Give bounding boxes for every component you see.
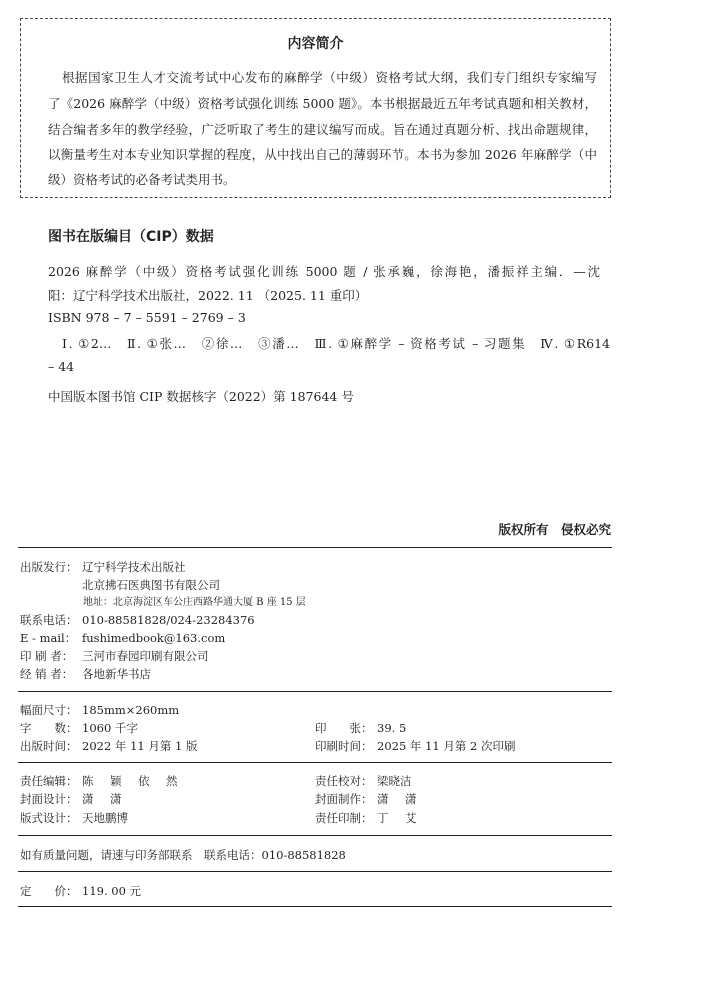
- cover-production-label: 封面制作：: [315, 792, 373, 806]
- divider: [18, 871, 612, 872]
- printer-label: 印 刷 者：: [20, 649, 74, 663]
- summary-title: 内容简介: [287, 36, 344, 52]
- quality-notice: 如有质量问题，请速与印务部联系 联系电话：010-88581828: [20, 848, 346, 862]
- format-label: 幅面尺寸：: [20, 703, 78, 717]
- cip-isbn: ISBN 978 – 7 – 5591 – 2769 – 3: [48, 310, 246, 325]
- proofreader-row: [315, 773, 412, 789]
- publisher-row: [20, 559, 186, 575]
- editor-name: 陈 颖 依 然: [82, 774, 180, 788]
- pub-date-row: [20, 738, 198, 754]
- cip-line: – 44: [48, 359, 75, 374]
- cip-line: 阳：辽宁科学技术出版社，2022. 11 （2025. 11 重印）: [48, 288, 368, 303]
- print-manager-label: 责任印制：: [315, 811, 373, 825]
- print-manager-name: 丁 艾: [377, 811, 419, 825]
- editor-row: [20, 773, 180, 789]
- print-date-row: [315, 738, 516, 754]
- printer-row: [20, 648, 209, 664]
- proofreader-label: 责任校对：: [315, 774, 373, 788]
- summary-line: 根据国家卫生人才交流考试中心发布的麻醉学（中级）资格考试大纲，我们专门组织专家编写: [62, 70, 597, 85]
- cover-design-name: 潇 潇: [82, 792, 124, 806]
- publisher-name: 辽宁科学技术出版社: [82, 560, 186, 574]
- price-row: [20, 883, 141, 899]
- sheets-label: 印 张：: [315, 721, 373, 735]
- seller-row: [20, 666, 151, 682]
- editor-label: 责任编辑：: [20, 774, 78, 788]
- divider: [18, 906, 612, 907]
- divider: [18, 691, 612, 692]
- word-count-row: [20, 720, 138, 736]
- phone-value: 010-88581828/024-23284376: [82, 613, 255, 627]
- cover-design-row: [20, 791, 124, 807]
- price-label: 定 价：: [20, 884, 78, 898]
- email-value: fushimedbook@163.com: [82, 631, 226, 645]
- email-row: [20, 630, 225, 646]
- summary-line: 级）资格考试的必备考试类用书。: [48, 172, 236, 187]
- cip-line: 2026 麻醉学（中级）资格考试强化训练 5000 题 / 张承巍，徐海艳，潘振祥主编．—沈: [48, 264, 600, 279]
- print-date-label: 印刷时间：: [315, 739, 373, 753]
- word-count-value: 1060 千字: [82, 721, 138, 735]
- publisher-label: 出版发行：: [20, 560, 78, 574]
- format-row: [20, 702, 179, 718]
- co-publisher-name: 北京拂石医典图书有限公司: [82, 578, 220, 592]
- divider: [18, 762, 612, 763]
- price-value: 119. 00 元: [82, 884, 142, 898]
- seller-name: 各地新华书店: [82, 667, 151, 681]
- print-date-value: 2025 年 11 月第 2 次印刷: [377, 739, 516, 753]
- page-design-label: 版式设计：: [20, 811, 78, 825]
- cip-line: Ⅰ. ①2… Ⅱ. ①张… ②徐… ③潘… Ⅲ. ①麻醉学 – 资格考试 – 习题集 Ⅳ. ①R614: [62, 336, 610, 351]
- cover-production-name: 潇 潇: [377, 792, 419, 806]
- co-publisher-address: 地址：北京海淀区车公庄西路华通大厦 B 座 15 层: [83, 597, 306, 608]
- cover-production-row: [315, 791, 419, 807]
- phone-label: 联系电话：: [20, 613, 78, 627]
- summary-line: 结合编者多年的教学经验，广泛听取了考生的建议编写而成。旨在通过真题分析、找出命题规律，: [48, 122, 597, 137]
- email-label: E - mail：: [20, 631, 77, 645]
- divider: [18, 835, 612, 836]
- word-count-label: 字 数：: [20, 721, 78, 735]
- summary-line: 以衡量考生对本专业知识掌握的程度，从中找出自己的薄弱环节。本书为参加 2026 年麻醉学（中: [48, 147, 597, 162]
- format-value: 185mm×260mm: [82, 703, 180, 717]
- printer-name: 三河市春园印刷有限公司: [82, 649, 209, 663]
- pub-date-label: 出版时间：: [20, 739, 78, 753]
- copyright-notice: 版权所有 侵权必究: [498, 522, 611, 537]
- divider: [18, 547, 612, 548]
- cip-heading: 图书在版编目（CIP）数据: [48, 229, 214, 245]
- sheets-value: 39. 5: [377, 721, 407, 735]
- sheets-row: [315, 720, 406, 736]
- pub-date-value: 2022 年 11 月第 1 版: [82, 739, 198, 753]
- page-design-row: [20, 810, 128, 826]
- cip-check-number: 中国版本图书馆 CIP 数据核字（2022）第 187644 号: [48, 389, 354, 404]
- proofreader-name: 梁晓洁: [377, 774, 412, 788]
- summary-line: 了《2026 麻醉学（中级）资格考试强化训练 5000 题》。本书根据最近五年考试真题和相关教材，: [48, 96, 597, 111]
- phone-row: [20, 612, 255, 628]
- print-manager-row: [315, 810, 419, 826]
- seller-label: 经 销 者：: [20, 667, 74, 681]
- page-design-name: 天地鹏博: [82, 811, 128, 825]
- cover-design-label: 封面设计：: [20, 792, 78, 806]
